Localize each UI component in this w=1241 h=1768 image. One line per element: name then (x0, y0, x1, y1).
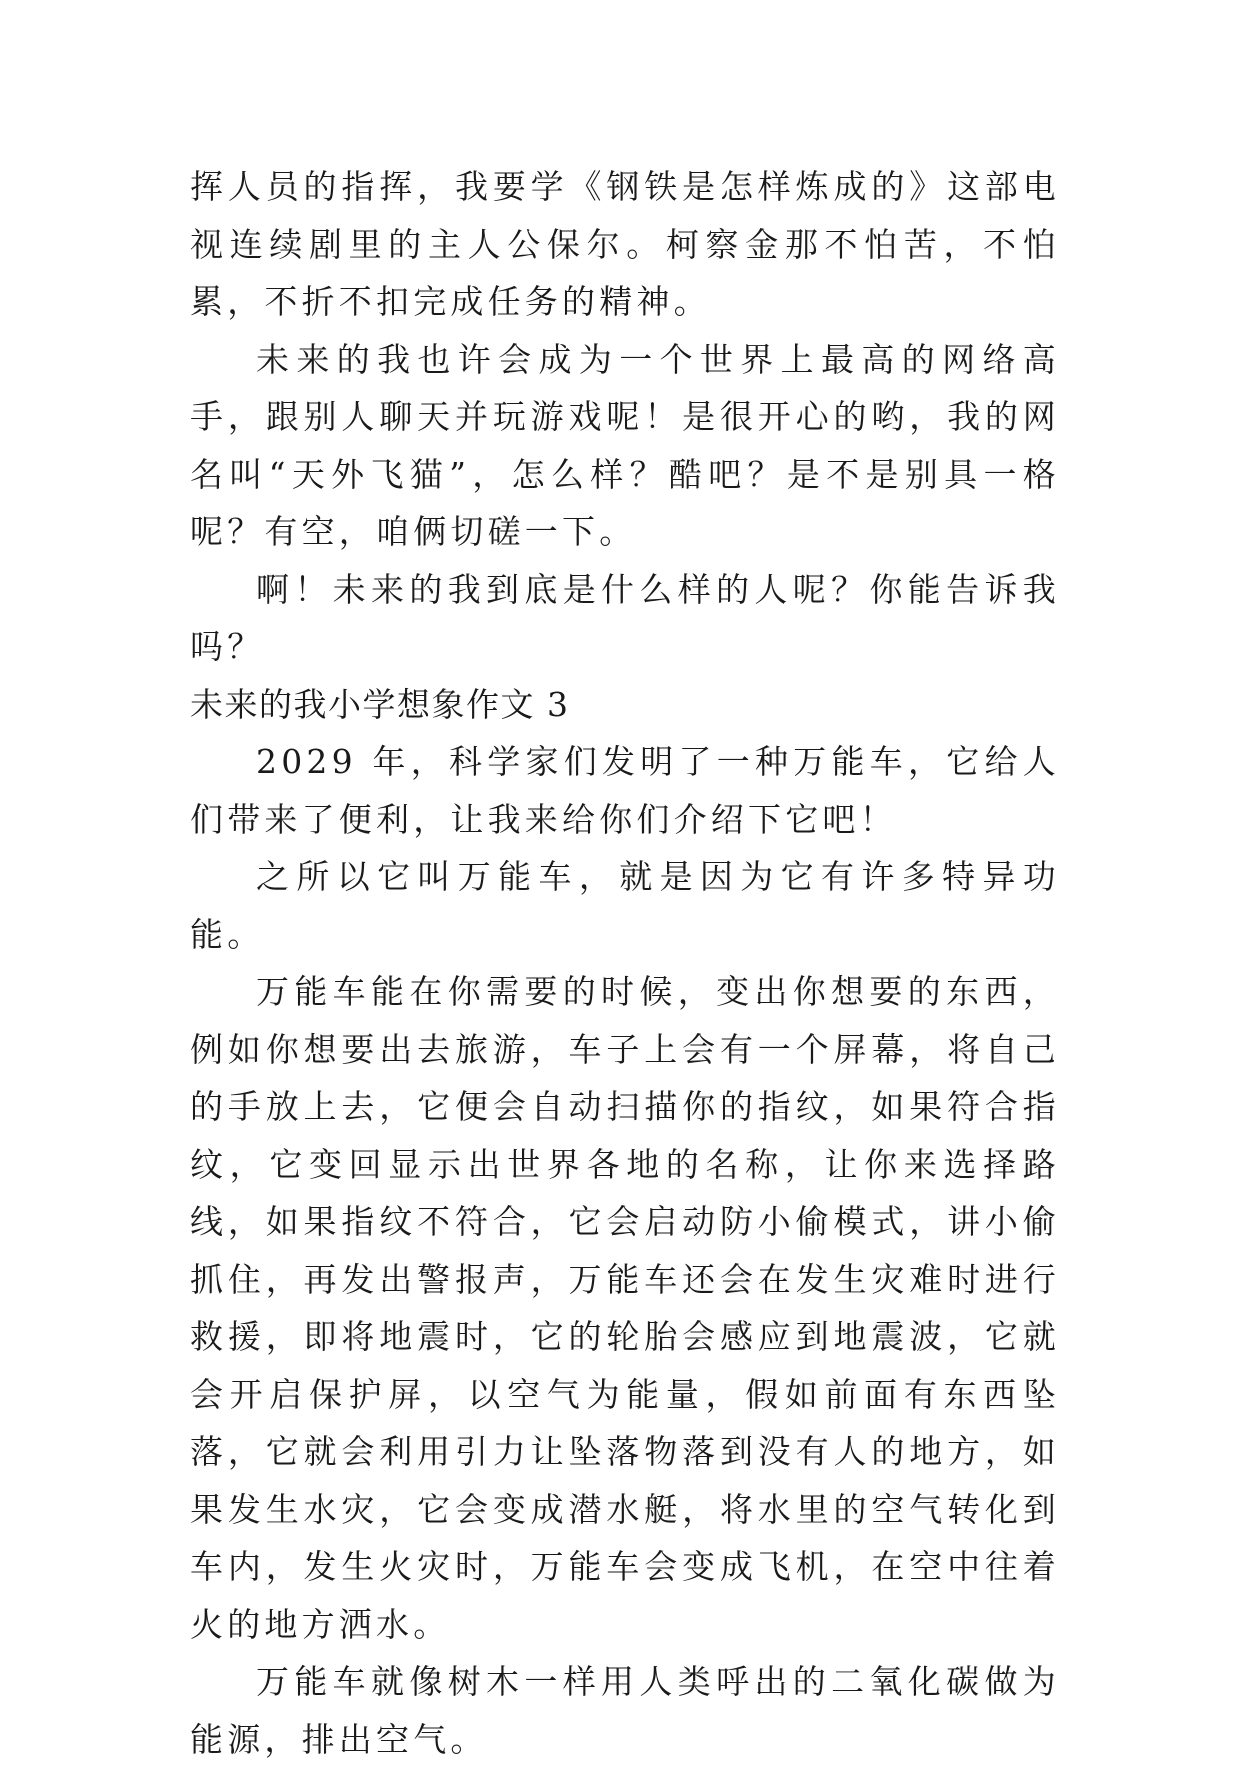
paragraph-network-expert: 未来的我也许会成为一个世界上最高的网络高手，跟别人聊天并玩游戏呢！是很开心的哟，我的网名叫“天外飞猫”，怎么样？酷吧？是不是别具一格呢？有空，咱俩切磋一下。 (190, 339, 1060, 551)
paragraph-invention: 2029 年，科学家们发明了一种万能车，它给人们带来了便利，让我来给你们介绍下它吧！ (190, 742, 1060, 839)
paragraph-question: 啊！未来的我到底是什么样的人呢？你能告诉我吗？ (190, 569, 1060, 666)
paragraph-special-functions: 之所以它叫万能车，就是因为它有许多特异功能。 (190, 857, 1060, 954)
paragraph-car-features: 万能车能在你需要的时候，变出你想要的东西，例如你想要出去旅游，车子上会有一个屏幕，将自己的手放上去，它便会自动扫描你的指纹，如果符合指纹，它变回显示出世界各地的名称，让你来选择路线，如果指纹不符合，它会启动防小偷模式，讲小偷抓住，再发出警报声，万能车还会在发生灾难时进行救援，即将地震时，它的轮胎会感应到地震波，它就会开启保护屏，以空气为能量，假如前面有东西坠落，它就会利用引力让坠落物落到没有人的地方，如果发生水灾，它会变成潜水艇，将水里的空气转化到车内，发生火灾时，万能车会变成飞机，在空中往着火的地方洒水。 (190, 972, 1060, 1644)
paragraph-continued: 挥人员的指挥，我要学《钢铁是怎样炼成的》这部电视连续剧里的主人公保尔。柯察金那不怕苦，不怕累，不折不扣完成任务的精神。 (190, 167, 1060, 321)
section-heading: 未来的我小学想象作文 3 (190, 684, 570, 724)
paragraph-energy: 万能车就像树木一样用人类呼出的二氧化碳做为能源，排出空气。 (190, 1662, 1060, 1759)
document-body (190, 158, 1060, 1768)
